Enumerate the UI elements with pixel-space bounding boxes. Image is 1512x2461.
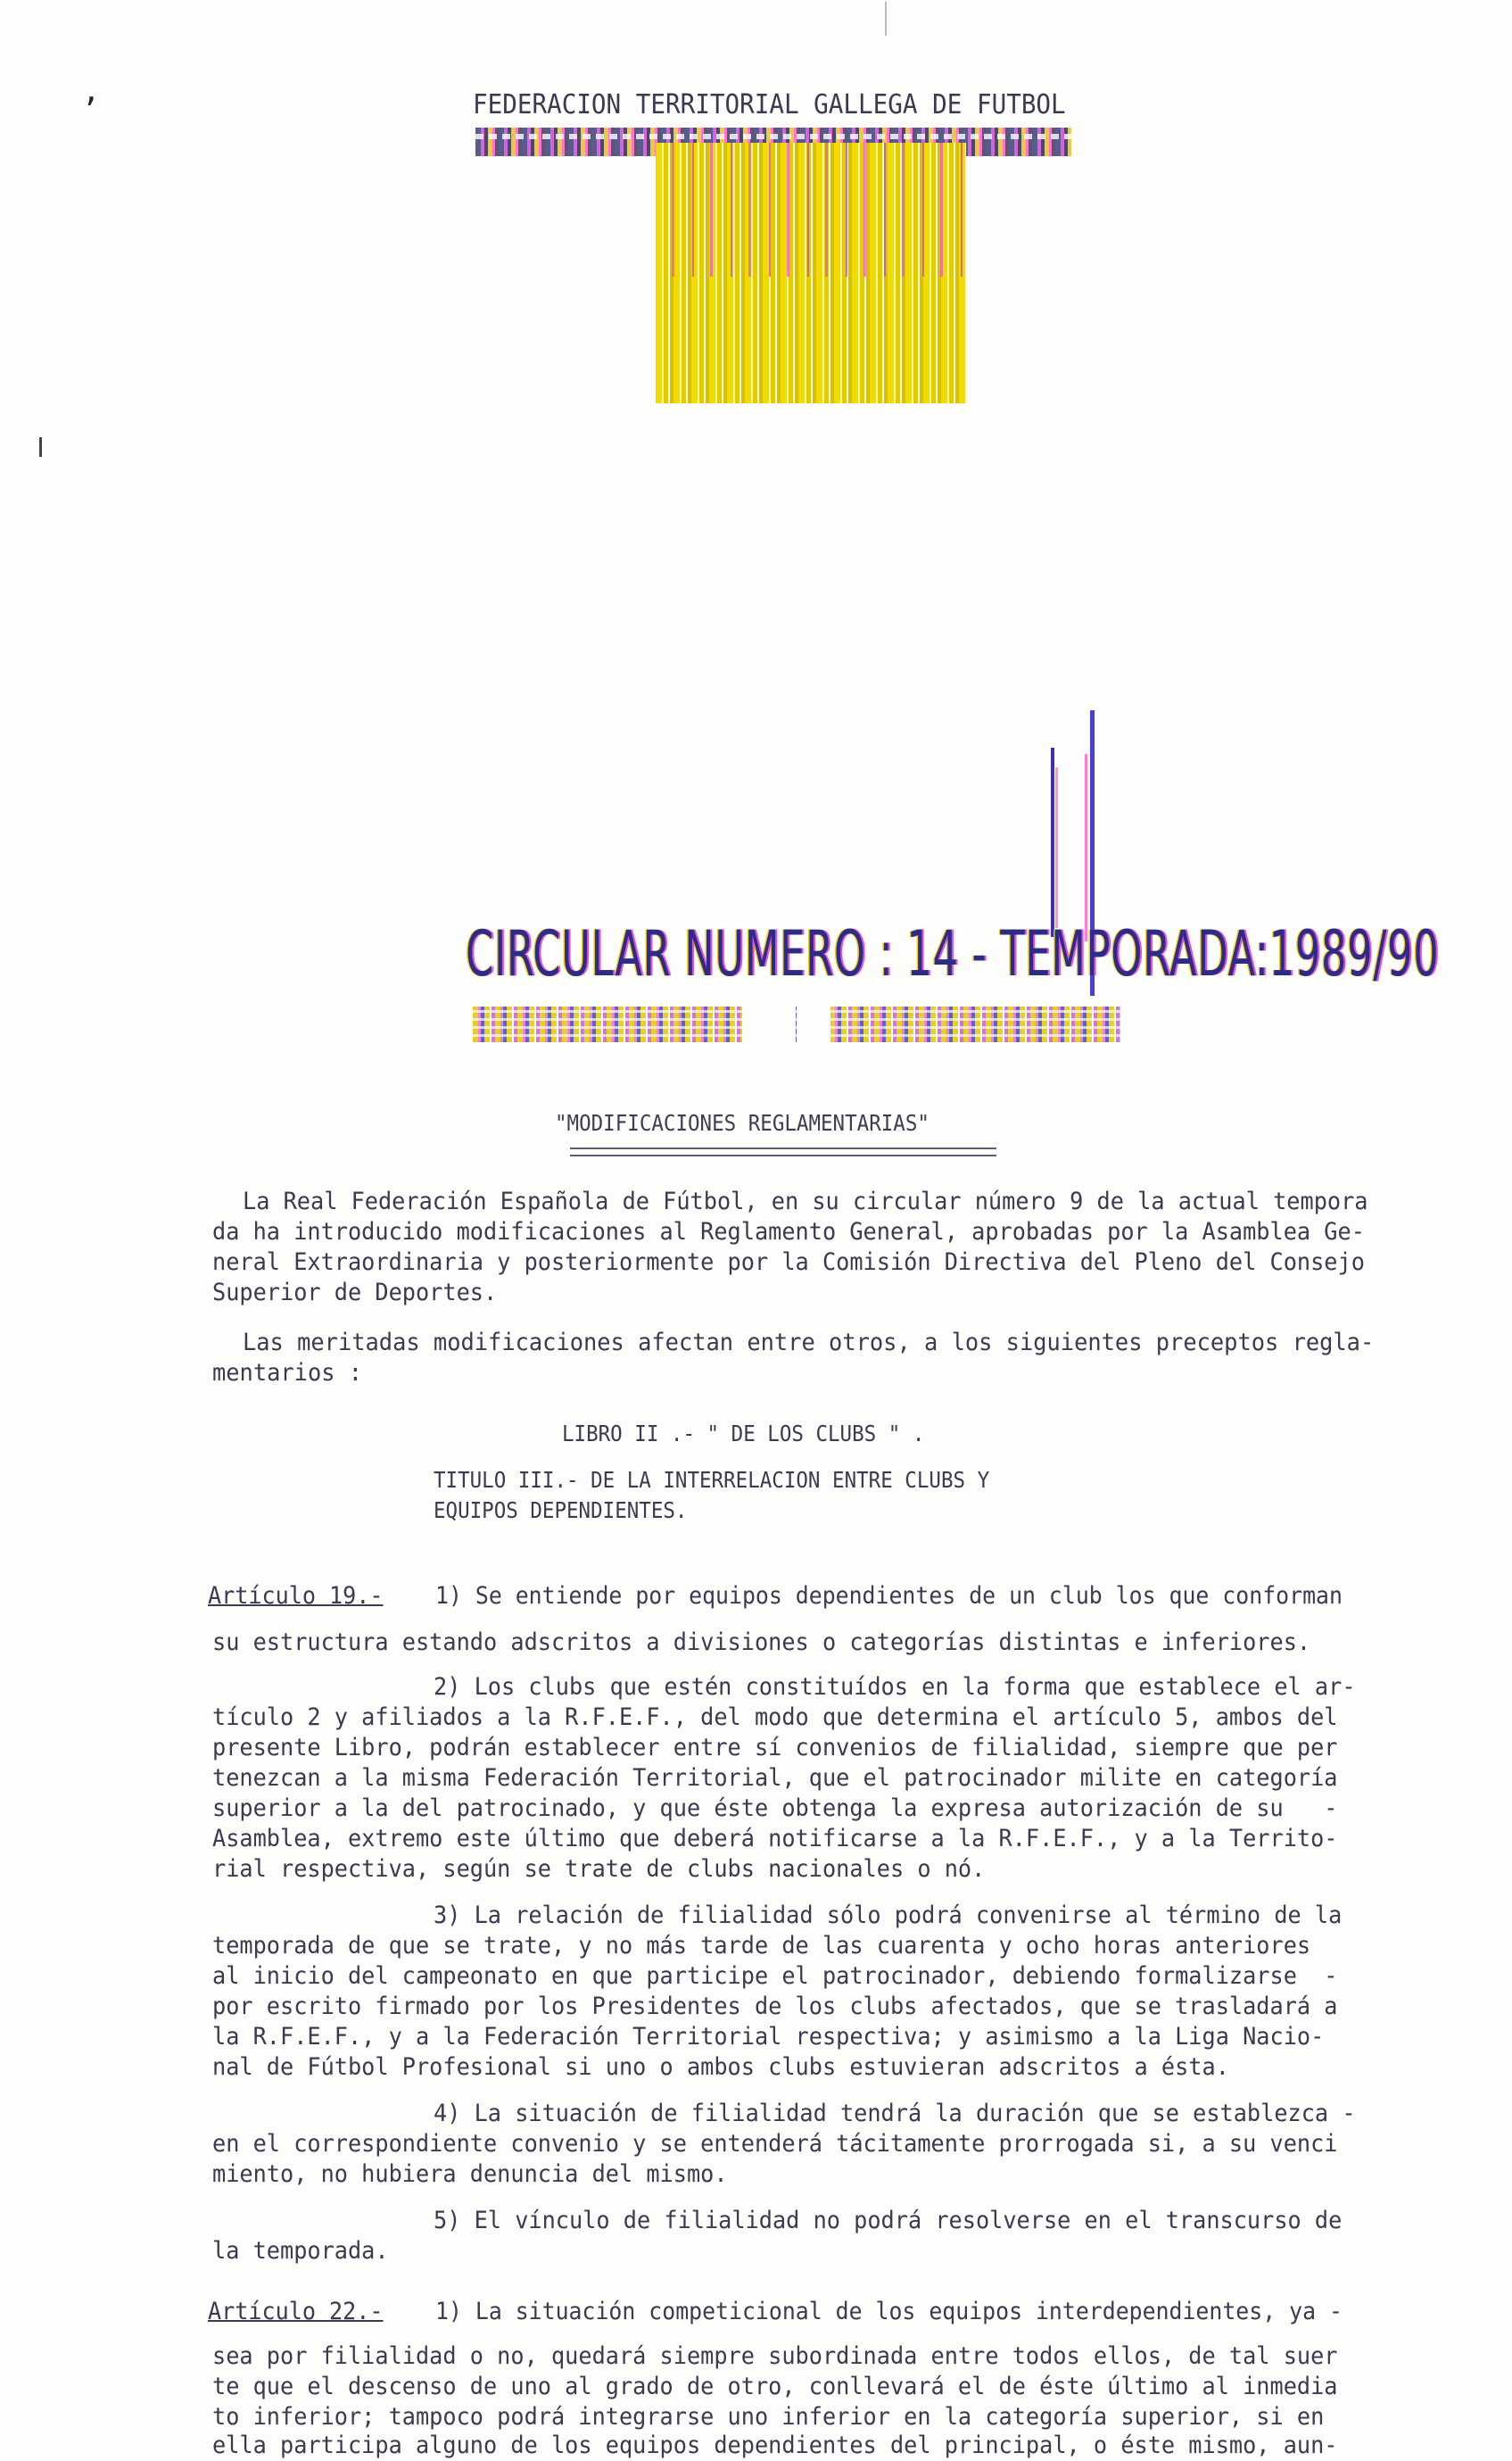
intro-line: da ha introducido modificaciones al Reglamento General, aprobadas por la Asamblea Ge- [212, 1218, 1365, 1246]
article-line: temporada de que se trate, y no más tarde de las cuarenta y ocho horas anteriores [212, 1932, 1311, 1960]
article-line: presente Libro, podrán establecer entre sí convenios de filialidad, siempre que per [212, 1734, 1338, 1761]
article-line: miento, no hubiera denuncia del mismo. [212, 2160, 728, 2188]
article-line: te que el descenso de uno al grado de otro, conllevará el de éste último al inmedia [212, 2373, 1338, 2400]
article-heading: Artículo 22.- [208, 2298, 384, 2325]
intro-line: Superior de Deportes. [212, 1279, 498, 1306]
band-gap [797, 982, 830, 1048]
article-line: to inferior; tampoco podrá integrarse uno inferior en la categoría superior, si en [212, 2403, 1325, 2431]
article-line: 1) La situación competicional de los equipos interdependientes, ya - [435, 2298, 1343, 2325]
article-line: al inicio del campeonato en que participe el patrocinador, debiendo formalizarse - [212, 1962, 1338, 1990]
article-line: 3) La relación de filialidad sólo podrá convenirse al término de la [434, 1902, 1343, 1929]
margin-tick [39, 437, 42, 457]
article-line: por escrito firmado por los Presidentes de los clubs afectados, que se trasladará a [212, 1993, 1338, 2020]
article-line: su estructura estando adscritos a divisiones o categorías distintas e inferiores. [212, 1628, 1311, 1656]
margin-mark: , [82, 73, 101, 109]
top-tick [885, 2, 887, 36]
article-line: 1) Se entiende por equipos dependientes de un club los que conforman [435, 1582, 1343, 1610]
header-stripe-overlay [475, 134, 1071, 139]
article-line: sea por filialidad o no, quedará siempre subordinada entre todos ellos, de tal suer [212, 2342, 1338, 2370]
intro-line: neral Extraordinaria y posteriormente por la Comisión Directiva del Pleno del Consejo [212, 1248, 1365, 1276]
article-line: ella participa alguno de los equipos dependientes del principal, o éste mismo, aun- [212, 2432, 1338, 2459]
libro-heading: LIBRO II .- " DE LOS CLUBS " . [562, 1421, 925, 1446]
intro-line: mentarios : [212, 1359, 363, 1387]
print-smear-magenta [656, 143, 966, 277]
titulo-heading: TITULO III.- DE LA INTERRELACION ENTRE CLUBS Y [434, 1467, 990, 1493]
titulo-heading: EQUIPOS DEPENDIENTES. [434, 1497, 688, 1523]
section-title: "MODIFICACIONES REGLAMENTARIAS" [555, 1110, 930, 1136]
intro-line: Las meritadas modificaciones afectan entre otros, a los siguientes preceptos regla- [243, 1329, 1375, 1356]
article-line: en el correspondiente convenio y se entenderá tácitamente prorrogada si, a su venci [212, 2130, 1338, 2158]
circular-heading: CIRCULAR NUMERO : 14 - TEMPORADA:1989/90 [466, 917, 1440, 990]
article-line: 4) La situación de filialidad tendrá la duración que se establezca - [434, 2100, 1356, 2127]
article-line: nal de Fútbol Profesional si uno o ambos clubs estuvieran adscritos a ésta. [212, 2053, 1229, 2081]
title-double-underline [570, 1148, 996, 1156]
article-line: superior a la del patrocinado, y que éste obtenga la expresa autorización de su - [212, 1794, 1338, 1822]
article-line: la R.F.E.F., y a la Federación Territorial respectiva; y asimismo a la Liga Nacio- [212, 2023, 1325, 2051]
article-line: Asamblea, extremo este último que deberá notificarse a la R.F.E.F., y a la Territo- [212, 1825, 1338, 1852]
article-heading: Artículo 19.- [208, 1582, 384, 1610]
band-gap [742, 982, 796, 1048]
ink-streak [1085, 754, 1087, 941]
ink-streak [1055, 767, 1058, 928]
article-line: 2) Los clubs que estén constituídos en la forma que establece el ar- [434, 1673, 1356, 1701]
ink-streak [1051, 748, 1054, 937]
intro-line: La Real Federación Española de Fútbol, en su circular número 9 de la actual tempora [243, 1188, 1368, 1215]
article-line: tículo 2 y afiliados a la R.F.E.F., del modo que determina el artículo 5, ambos del [212, 1703, 1338, 1731]
article-line: tenezcan a la misma Federación Territorial, que el patrocinador milite en categoría [212, 1764, 1338, 1792]
article-line: rial respectiva, según se trate de clubs nacionales o nó. [212, 1855, 986, 1883]
article-line: la temporada. [212, 2237, 389, 2265]
article-line: 5) El vínculo de filialidad no podrá resolverse en el transcurso de [434, 2207, 1343, 2234]
federation-title: FEDERACION TERRITORIAL GALLEGA DE FUTBOL [473, 89, 1066, 120]
